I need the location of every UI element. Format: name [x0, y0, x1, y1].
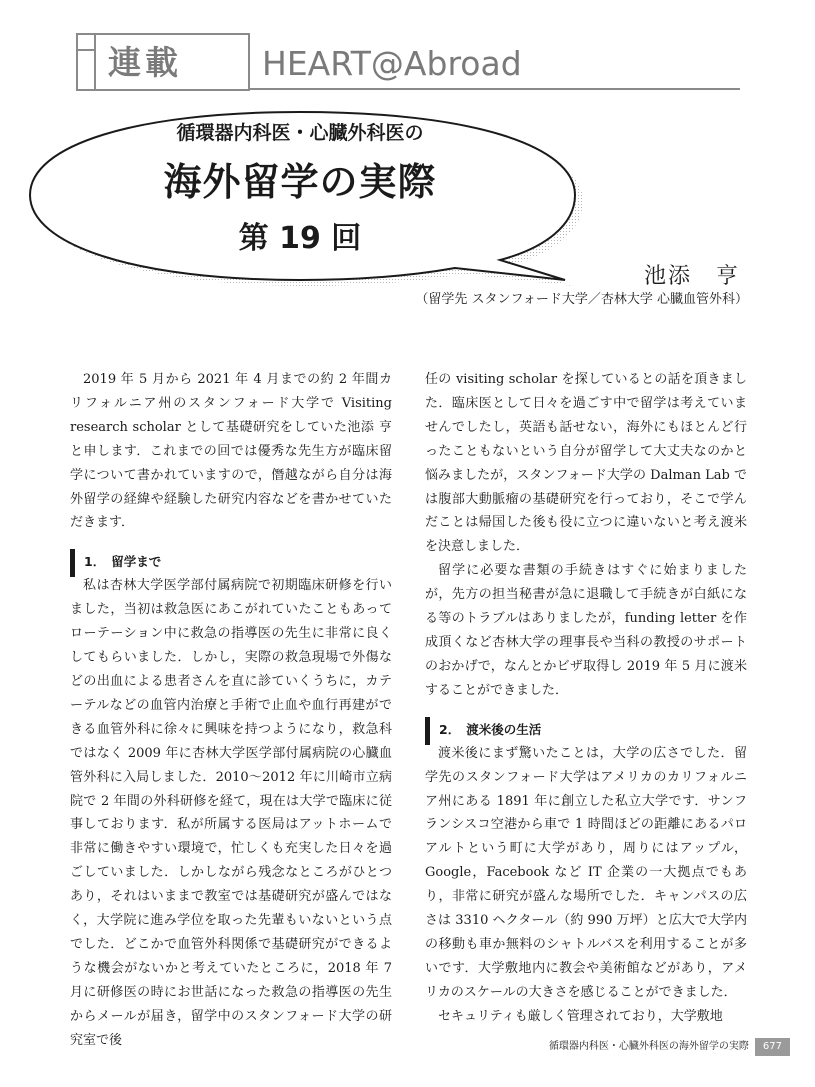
author-affiliation: （留学先 スタンフォード大学／杏林大学 心臓血管外科）	[415, 292, 748, 307]
section-1-paragraph: 私は杏林大学医学部付属病院で初期臨床研修を行いました，当初は救急医にあこがれていたこともあってローテーション中に救急の指導医の先生に非常に良くしてもらいました．しかし，実際の救急現場で外傷などの出血による患者さんを直に診ていくうちに，カテーテルなどの血管内治療と手術で止血や血行再建ができる血管外科に徐々に興味を持つようになり，救急科ではなく 2009 年に杏林大学医学部付属病院の心臓血管外科に入局しました．2010〜2012 年に川崎市立病院で 2 年間の外科研修を経て，現在は大学で臨床に従事しております．私が所属する医局はアットホームで非常に働きやすい環境で，忙しくも充実した日々を過ごしていました．しかしながら残念なところがひとつあり，それはいままで教室では基礎研究が盛んではなく，大学院に進み学位を取った先輩もいないという点でした．どこかで血管外科関係で基礎研究ができるような機会がないかと考えていたところに，2018 年 7 月に研修医の時にお世話になった救急の指導医の先生からメールが届き，留学中のスタンフォード大学の研究室で後	[70, 578, 392, 1048]
page-footer	[460, 1038, 790, 1056]
left-column	[70, 368, 392, 1052]
section-2-paragraph: 渡米後にまず驚いたことは，大学の広さでした．留学先のスタンフォード大学はアメリカのカリフォルニア州にある 1891 年に創立した私立大学です．サンフランシスコ空港から車で 1 時間ほどの距離にあるパロアルトという町に大学があり，周りにはアップル，Google，Facebook など IT 企業の一大拠点でもあり，非常に研究が盛んな場所でした．キャンパスの広さは 3310 ヘクタール（約 990 万坪）と広大で大学内の移動も車か無料のシャトルバスを利用することが多いです．大学敷地内に教会や美術館などがあり，アメリカのスケールの大きさを感じることができました．	[425, 745, 747, 1000]
section-heading-1	[70, 549, 392, 572]
intro-paragraph: 2019 年 5 月から 2021 年 4 月までの約 2 年間カリフォルニア州のスタンフォード大学で Visiting research scholar として基礎研究をしていた池添 亨と申します．これまでの回では優秀な先生方が臨床留学について書かれていますので，僭越ながら自分は海外留学の経緯や経験した研究内容などを書かせていただきます．	[70, 372, 392, 531]
continued-paragraph: 任の visiting scholar を探しているとの話を頂きました．臨床医として日々を過ごす中で留学は考えていませんでしたし，英語も話せない，海外にもほとんど行ったこともないという自分が留学して大丈夫なのかと悩みましたが，スタンフォード大学の Dalman Lab では腹部大動脈瘤の基礎研究を行っており，そこで学んだことは帰国した後も役に立つに違いないと考え渡米を決意しました．	[425, 372, 747, 555]
author-name: 池添 亨	[643, 264, 740, 289]
section-title: 渡米後の生活	[466, 721, 542, 737]
paragraph: セキュリティも厳しく管理されており，大学敷地	[438, 1008, 723, 1024]
section-number: 1．	[84, 554, 106, 570]
running-title: 循環器内科医・心臓外科医の海外留学の実際	[548, 1041, 749, 1052]
paragraph: 留学に必要な書類の手続きはすぐに始まりましたが，先方の担当秘書が急に退職して手続きが白紙になる等のトラブルはありましたが，funding letter を作成頂くなど杏林大学の理事長や当科の教授のサポートのおかげで，なんとかビザ取得し 2019 年 5 月に渡米することができました．	[425, 563, 747, 698]
series-label: 連載	[108, 43, 182, 82]
page-number: 677	[755, 1038, 790, 1056]
series-subtitle: 循環器内科医・心臓外科医の	[176, 122, 424, 144]
section-heading-2	[425, 717, 747, 740]
main-title: 海外留学の実際	[163, 160, 437, 204]
series-title: HEART@Abroad	[262, 44, 522, 83]
episode-number: 第 19 回	[238, 221, 362, 256]
section-number: 2．	[439, 721, 461, 737]
section-title: 留学まで	[111, 554, 162, 570]
right-column	[425, 368, 747, 1029]
